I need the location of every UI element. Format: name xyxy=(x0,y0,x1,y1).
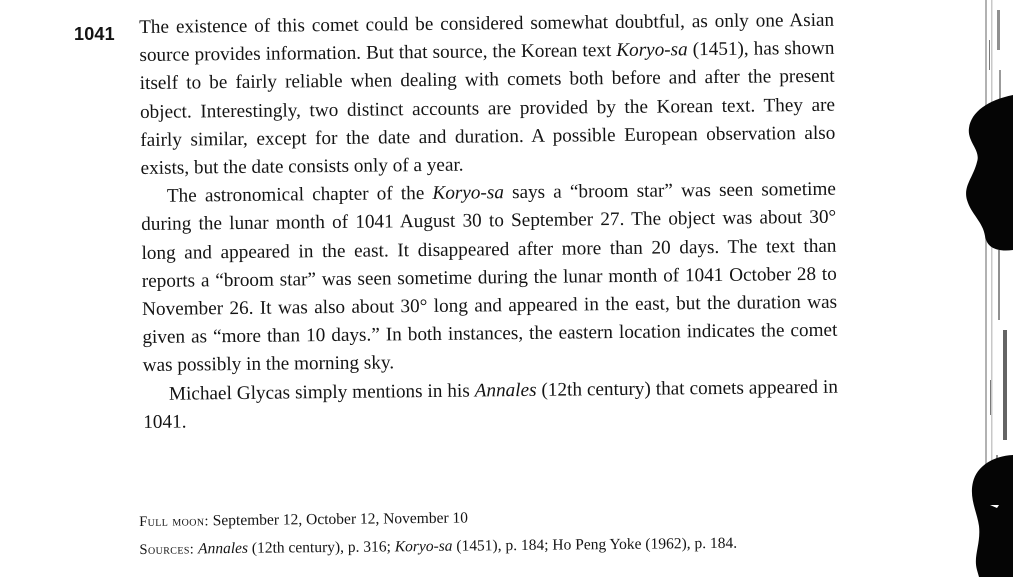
full-moon-dates: September 12, October 12, November 10 xyxy=(208,509,469,530)
sources-label: Sources: xyxy=(139,541,195,558)
work-title-koryo-sa: Koryo-sa xyxy=(432,182,505,205)
paragraph-korean-account: The astronomical chapter of the Koryo-sa says a “broom star” was seen sometime during the lunar month of 1041 August 30 to September 27. The object was about 30° long and appeared in the east. It disappeared after more than 20 days. The text than reports a “broom star” was seen sometime during the lunar month of 1041 October 28 to November 26. It was also about 30° long and appeared in the east, but the duration was given as “more than 10 days.” In both instances, the eastern location indicates the comet was possibly in the morning sky. xyxy=(141,178,838,377)
full-moon-label: Full moon: xyxy=(139,513,209,530)
paragraph-european-account: Michael Glycas simply mentions in his Annales (12th century) that comets appeared in 1041. xyxy=(143,376,839,433)
sources-line: Sources: Annales (12th century), p. 316; Koryo-sa (1451), p. 184; Ho Peng Yoke (1962), p. 184. xyxy=(139,534,738,558)
work-title-annales: Annales xyxy=(474,379,537,402)
scan-binding-shadow xyxy=(893,0,1013,577)
entry-notes xyxy=(139,501,840,564)
entry-year: 1041 xyxy=(74,24,115,44)
work-title-koryo-sa: Koryo-sa xyxy=(394,537,453,556)
work-title-annales: Annales xyxy=(197,539,249,558)
paragraph-intro: The existence of this comet could be considered somewhat doubtful, as only one Asian source provides information. But that source, the Korean text Koryo-sa (1451), has shown itself to be fairly reliable when dealing with comets both before and after the present object. Interestingly, two distinct accounts are provided by the Korean text. They are fairly similar, except for the date and duration. A possible European observation also exists, but the date consists only of a year. xyxy=(139,9,836,180)
entry-body xyxy=(139,7,838,437)
work-title-koryo-sa: Koryo-sa xyxy=(616,39,688,62)
